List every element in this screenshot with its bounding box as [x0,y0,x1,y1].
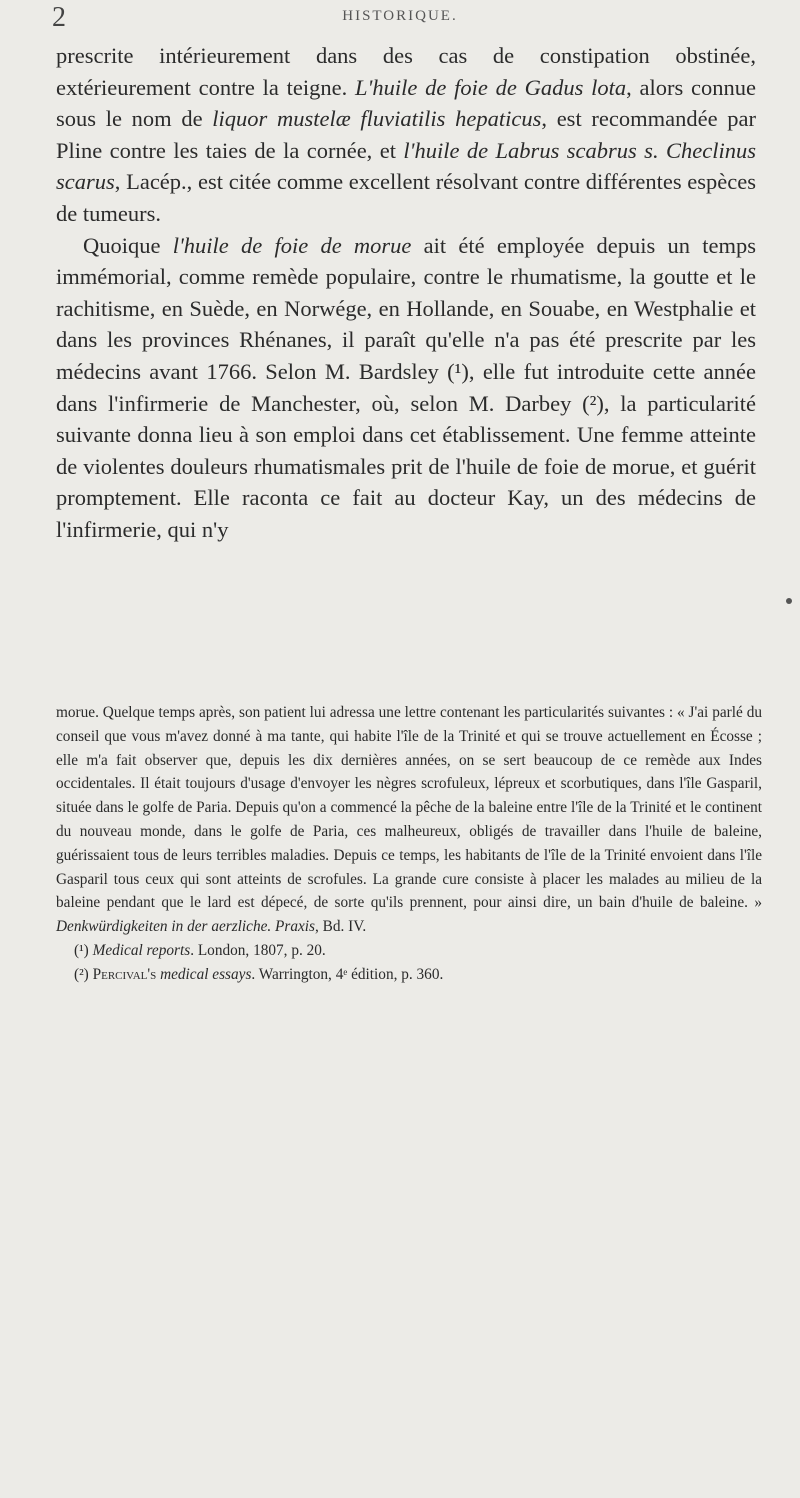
main-text [56,40,756,546]
text-run: , alors connue sous le nom de [56,74,756,132]
italic-run: medical essays [160,965,252,983]
text-run: Percival's [92,965,161,983]
text-run: , Bd. IV. [315,918,367,936]
page-number: 2 [52,2,66,33]
paragraph-1 [56,40,756,230]
text-run: Quoique [83,232,173,258]
text-run: morue. Quelque temps après, son patient lui adressa une lettre contenant les particularités suivantes : « J'ai parlé du conseil que vous m'avez donné à ma tante, qui habite l'île de la Trinité et qui se trouve actuellement en Écosse ; elle m'a fait observer que, depuis les dix dernières années, on se sert beaucoup de ce remède aux Indes occidentales. Il était toujours d'usage d'envoyer les nègres scrofuleux, lépreux et scorbutiques, dans l'île Gasparil, située dans le golfe de Paria. Depuis qu'on a commencé la pêche de la baleine entre l'île de la Trinité et le continent du nouveau monde, dans le golfe de Paria, ces malheureux, obligés de travailler dans l'huile de baleine, guérissaient tous de leurs terribles maladies. Depuis ce temps, les habitants de l'île de la Trinité envoient dans l'île Gasparil tous ceux qui sont atteints de scrofules. La grande cure consiste à placer les malades au milieu de la baleine pendant que le lard est dépecé, de sorte qu'ils prennent, pour ainsi dire, un bain d'huile de baleine. » [56,704,762,912]
text-run: . London, 1807, p. 20. [190,941,326,959]
italic-run: l'huile de foie de morue [172,232,412,258]
italic-run: liquor mustelæ fluviatilis hepaticus [212,106,542,132]
footnote-continuation [56,701,762,939]
text-run: , est recommandée par Pline contre les taies de la cornée, et [56,106,756,163]
italic-run: Medical reports [92,941,191,959]
footnote-1 [56,939,762,963]
footnotes [56,701,762,987]
text-run: ait été employée depuis un temps immémorial, comme remède populaire, contre le rhumatisme, la goutte et le rachitisme, en Suède, en Norwége, en Hollande, en Souabe, en Westphalie et dans les provinces Rhénanes, il paraît qu'elle n'a pas été prescrite par les médecins avant 1766. Selon M. Bardsley (¹), elle fut introduite cette année dans l'infirmerie de Manchester, où, selon M. Darbey (²), la particularité suivante donna lieu à son emploi dans cet établissement. Une femme atteinte de violentes douleurs rhumatismales prit de l'huile de foie de morue, et guérit promptement. Elle raconta ce fait au docteur Kay, un des médecins de l'infirmerie, qui n'y [56,232,756,542]
italic-run: L'huile de foie de Gadus lota [355,74,627,100]
footnote-2 [56,963,762,987]
margin-dot [786,598,792,604]
footnote-mark: (¹) [74,941,93,959]
running-head: HISTORIQUE. [342,8,458,24]
text-run: . Warrington, 4ᵉ édition, p. 360. [251,965,444,983]
text-run: , Lacép., est citée comme excellent résolvant contre différentes espèces de tumeurs. [56,169,756,226]
italic-run: l'huile de Labrus scabrus s. Checlinus scarus [56,137,756,195]
paragraph-2 [56,230,756,546]
italic-run: Denkwürdigkeiten in der aerzliche. Praxis [56,918,315,936]
footnote-mark: (²) [74,965,93,983]
text-run: prescrite intérieurement dans des cas de constipation obstinée, extérieurement contre la teigne. [56,43,756,100]
